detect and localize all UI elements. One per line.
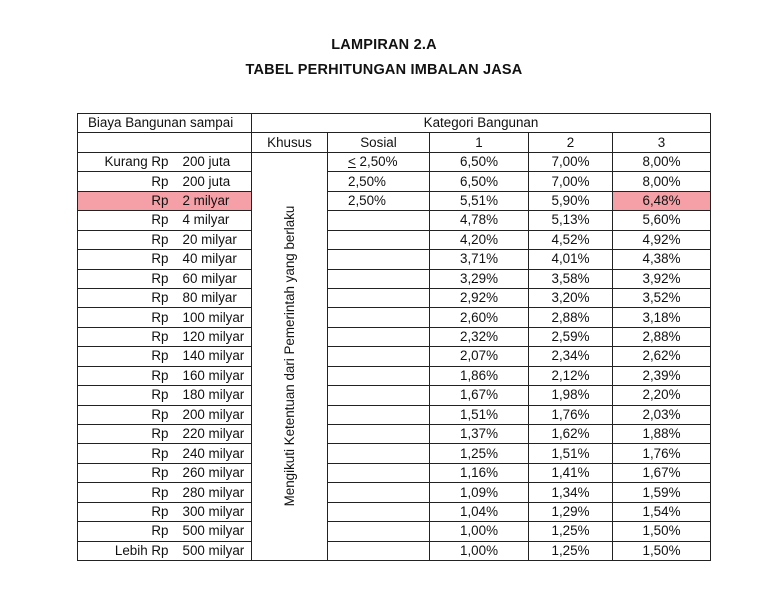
- table-row: [78, 250, 711, 269]
- row-sosial: [328, 211, 430, 230]
- header-kategori: Kategori Bangunan: [252, 114, 711, 133]
- table-row: [78, 191, 711, 210]
- row-amount: 200 juta: [173, 172, 252, 191]
- row-kategori-3: 1,54%: [613, 502, 711, 521]
- row-kategori-1: 3,29%: [430, 269, 529, 288]
- row-amount: 160 milyar: [173, 366, 252, 385]
- row-sosial: [328, 250, 430, 269]
- row-amount: 60 milyar: [173, 269, 252, 288]
- row-kategori-2: 5,90%: [529, 191, 613, 210]
- row-kategori-2: 1,98%: [529, 386, 613, 405]
- row-prefix: Rp: [78, 483, 173, 502]
- sosial-value: 2,50%: [348, 192, 386, 208]
- row-amount: 180 milyar: [173, 386, 252, 405]
- row-kategori-1: 1,00%: [430, 541, 529, 560]
- row-sosial: [328, 366, 430, 385]
- table-row: [78, 152, 711, 171]
- row-kategori-3: 2,62%: [613, 347, 711, 366]
- row-kategori-1: 2,07%: [430, 347, 529, 366]
- row-amount: 120 milyar: [173, 327, 252, 346]
- row-sosial: [328, 347, 430, 366]
- row-kategori-3: 2,03%: [613, 405, 711, 424]
- table-row: [78, 444, 711, 463]
- row-kategori-3: 1,59%: [613, 483, 711, 502]
- row-kategori-3: 5,60%: [613, 211, 711, 230]
- row-prefix: Rp: [78, 463, 173, 482]
- header-kategori-2: 2: [529, 133, 613, 152]
- table-row: [78, 522, 711, 541]
- row-prefix: Rp: [78, 327, 173, 346]
- row-sosial: [328, 308, 430, 327]
- row-kategori-1: 4,20%: [430, 230, 529, 249]
- row-kategori-2: 5,13%: [529, 211, 613, 230]
- row-kategori-1: 1,25%: [430, 444, 529, 463]
- row-amount: 500 milyar: [173, 541, 252, 560]
- row-kategori-2: 1,51%: [529, 444, 613, 463]
- row-prefix: Rp: [78, 211, 173, 230]
- row-prefix: Lebih Rp: [78, 541, 173, 560]
- table-row: [78, 347, 711, 366]
- row-amount: 40 milyar: [173, 250, 252, 269]
- row-kategori-1: 3,71%: [430, 250, 529, 269]
- row-kategori-1: 6,50%: [430, 152, 529, 171]
- row-sosial: [328, 541, 430, 560]
- row-kategori-3: 4,38%: [613, 250, 711, 269]
- table-row: [78, 405, 711, 424]
- table-row: [78, 230, 711, 249]
- table-row: [78, 288, 711, 307]
- table-row: [78, 483, 711, 502]
- row-kategori-2: 1,25%: [529, 541, 613, 560]
- row-kategori-2: 1,25%: [529, 522, 613, 541]
- row-sosial: [328, 483, 430, 502]
- row-amount: 260 milyar: [173, 463, 252, 482]
- row-kategori-1: 1,51%: [430, 405, 529, 424]
- row-kategori-3: 4,92%: [613, 230, 711, 249]
- row-prefix: Rp: [78, 230, 173, 249]
- row-kategori-3: 1,50%: [613, 541, 711, 560]
- table-row: [78, 172, 711, 191]
- header-kategori-1: 1: [430, 133, 529, 152]
- row-kategori-3: 1,76%: [613, 444, 711, 463]
- row-kategori-1: 6,50%: [430, 172, 529, 191]
- row-sosial: [328, 230, 430, 249]
- row-sosial: [328, 152, 430, 171]
- row-kategori-3: 3,52%: [613, 288, 711, 307]
- row-prefix: Rp: [78, 308, 173, 327]
- row-amount: 500 milyar: [173, 522, 252, 541]
- row-amount: 200 juta: [173, 152, 252, 171]
- header-blank: [78, 133, 252, 152]
- row-amount: 240 milyar: [173, 444, 252, 463]
- row-sosial: [328, 269, 430, 288]
- row-kategori-2: 7,00%: [529, 152, 613, 171]
- row-kategori-1: 2,32%: [430, 327, 529, 346]
- row-kategori-2: 1,29%: [529, 502, 613, 521]
- header-biaya: Biaya Bangunan sampai: [78, 114, 252, 133]
- row-kategori-1: 1,86%: [430, 366, 529, 385]
- row-prefix: Rp: [78, 366, 173, 385]
- row-amount: 100 milyar: [173, 308, 252, 327]
- row-prefix: Rp: [78, 502, 173, 521]
- row-kategori-2: 7,00%: [529, 172, 613, 191]
- row-prefix: Kurang Rp: [78, 152, 173, 171]
- row-sosial: [328, 386, 430, 405]
- table-row: [78, 269, 711, 288]
- page-title: LAMPIRAN 2.A: [331, 37, 437, 53]
- header-kategori-3: 3: [613, 133, 711, 152]
- row-sosial: [328, 502, 430, 521]
- table-row: [78, 425, 711, 444]
- row-kategori-1: 5,51%: [430, 191, 529, 210]
- row-prefix: Rp: [78, 347, 173, 366]
- table-row: [78, 366, 711, 385]
- row-kategori-1: 4,78%: [430, 211, 529, 230]
- row-kategori-3: 1,50%: [613, 522, 711, 541]
- table-row: [78, 386, 711, 405]
- less-equal-symbol: <: [348, 154, 356, 170]
- row-kategori-3: 2,20%: [613, 386, 711, 405]
- row-kategori-1: 1,16%: [430, 463, 529, 482]
- row-kategori-2: 4,01%: [529, 250, 613, 269]
- table-row: [78, 327, 711, 346]
- sosial-value: 2,50%: [348, 173, 386, 189]
- row-kategori-1: 1,04%: [430, 502, 529, 521]
- row-kategori-1: 1,00%: [430, 522, 529, 541]
- row-prefix: Rp: [78, 288, 173, 307]
- row-amount: 200 milyar: [173, 405, 252, 424]
- row-amount: 20 milyar: [173, 230, 252, 249]
- row-kategori-2: 1,41%: [529, 463, 613, 482]
- row-sosial: [328, 191, 430, 210]
- row-kategori-2: 1,62%: [529, 425, 613, 444]
- row-kategori-3: 3,18%: [613, 308, 711, 327]
- row-prefix: Rp: [78, 522, 173, 541]
- row-kategori-3: 1,88%: [613, 425, 711, 444]
- row-kategori-3: 8,00%: [613, 172, 711, 191]
- row-kategori-2: 4,52%: [529, 230, 613, 249]
- row-sosial: [328, 327, 430, 346]
- row-amount: 280 milyar: [173, 483, 252, 502]
- row-kategori-2: 3,58%: [529, 269, 613, 288]
- page-subtitle: TABEL PERHITUNGAN IMBALAN JASA: [245, 62, 523, 78]
- row-amount: 80 milyar: [173, 288, 252, 307]
- row-kategori-3: 3,92%: [613, 269, 711, 288]
- row-prefix: Rp: [78, 425, 173, 444]
- row-kategori-3: 8,00%: [613, 152, 711, 171]
- row-kategori-1: 2,92%: [430, 288, 529, 307]
- khusus-column-note: [252, 152, 328, 560]
- row-kategori-1: 1,67%: [430, 386, 529, 405]
- row-kategori-2: 2,59%: [529, 327, 613, 346]
- row-kategori-1: 1,09%: [430, 483, 529, 502]
- row-prefix: Rp: [78, 386, 173, 405]
- row-sosial: [328, 444, 430, 463]
- row-kategori-2: 2,88%: [529, 308, 613, 327]
- row-kategori-1: 1,37%: [430, 425, 529, 444]
- header-sosial: Sosial: [328, 133, 430, 152]
- row-prefix: Rp: [78, 405, 173, 424]
- row-kategori-3: 2,88%: [613, 327, 711, 346]
- row-sosial: [328, 425, 430, 444]
- row-kategori-2: 1,34%: [529, 483, 613, 502]
- header-khusus: Khusus: [252, 133, 328, 152]
- row-sosial: [328, 405, 430, 424]
- row-kategori-2: 2,12%: [529, 366, 613, 385]
- row-kategori-3: 2,39%: [613, 366, 711, 385]
- row-amount: 2 milyar: [173, 191, 252, 210]
- row-kategori-2: 2,34%: [529, 347, 613, 366]
- table-row: [78, 463, 711, 482]
- table-row: [78, 502, 711, 521]
- table-body: [78, 152, 711, 560]
- fee-table: [77, 113, 711, 561]
- row-sosial: [328, 172, 430, 191]
- row-prefix: Rp: [78, 444, 173, 463]
- row-prefix: Rp: [78, 269, 173, 288]
- row-sosial: [328, 463, 430, 482]
- table-row: [78, 211, 711, 230]
- row-sosial: [328, 288, 430, 307]
- row-prefix: Rp: [78, 191, 173, 210]
- row-prefix: Rp: [78, 250, 173, 269]
- row-amount: 220 milyar: [173, 425, 252, 444]
- row-kategori-2: 3,20%: [529, 288, 613, 307]
- sosial-value: 2,50%: [355, 154, 398, 170]
- row-prefix: Rp: [78, 172, 173, 191]
- row-kategori-1: 2,60%: [430, 308, 529, 327]
- row-amount: 4 milyar: [173, 211, 252, 230]
- row-kategori-2: 1,76%: [529, 405, 613, 424]
- table-row: [78, 308, 711, 327]
- row-kategori-3: 1,67%: [613, 463, 711, 482]
- row-amount: 140 milyar: [173, 347, 252, 366]
- vertical-note: Mengikuti Ketentuan dari Pemerintah yang berlaku: [281, 206, 297, 507]
- row-kategori-3: 6,48%: [613, 191, 711, 210]
- row-sosial: [328, 522, 430, 541]
- table-row: [78, 541, 711, 560]
- row-amount: 300 milyar: [173, 502, 252, 521]
